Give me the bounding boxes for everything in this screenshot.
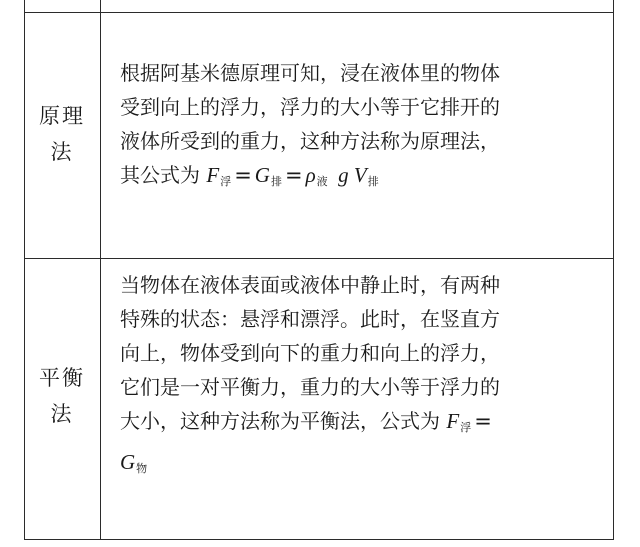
- balance-formula-part1: [446, 409, 494, 433]
- term-balance-method: [24, 360, 100, 432]
- top-row-border: [24, 12, 614, 13]
- subscript-buoyant: 浮: [220, 175, 232, 188]
- subscript-object: 物: [136, 462, 148, 475]
- desc-line: 受到向上的浮力，浮力的大小等于它排开的: [120, 95, 500, 119]
- term-line: 原理: [39, 104, 85, 128]
- term-line: 法: [50, 140, 74, 164]
- symbol-g: G: [120, 450, 136, 474]
- symbol-g: G: [254, 163, 270, 187]
- column-divider: [100, 0, 101, 540]
- table-bottom-border: [24, 539, 614, 540]
- subscript-displaced: 排: [367, 175, 379, 188]
- desc-principle-method: [120, 56, 600, 199]
- desc-line-formula: [120, 158, 600, 199]
- desc-line: 根据阿基米德原理可知，浸在液体里的物体: [120, 61, 500, 85]
- equals-sign: =: [474, 409, 492, 433]
- symbol-f: F: [206, 163, 220, 187]
- buoyancy-formula: [206, 163, 378, 187]
- desc-line-formula-end: [120, 445, 600, 486]
- desc-line: 向上，物体受到向下的重力和向上的浮力，: [120, 341, 500, 365]
- desc-line: 它们是一对平衡力，重力的大小等于浮力的: [120, 375, 500, 399]
- term-line: 平衡: [39, 366, 85, 390]
- term-principle-method: [24, 98, 100, 170]
- last-line-prefix: 大小，这种方法称为平衡法，公式为: [120, 409, 440, 433]
- desc-line: 特殊的状态：悬浮和漂浮。此时，在竖直方: [120, 307, 500, 331]
- table-right-border: [613, 0, 614, 540]
- table-left-border: [24, 0, 25, 540]
- subscript-buoyant: 浮: [460, 421, 472, 434]
- desc-line: 当物体在液体表面或液体中静止时，有两种: [120, 273, 500, 297]
- equals-sign: =: [284, 163, 303, 187]
- desc-line: 液体所受到的重力，这种方法称为原理法，: [120, 129, 500, 153]
- balance-formula-part2: [120, 450, 147, 474]
- term-line: 法: [50, 402, 74, 426]
- method-table: [24, 0, 614, 540]
- symbol-rho: ρ: [305, 163, 316, 187]
- equals-sign: =: [234, 163, 252, 187]
- desc-balance-method: [120, 268, 600, 486]
- subscript-displaced: 排: [270, 175, 282, 188]
- symbol-gravity: g: [338, 163, 349, 187]
- row-divider: [24, 258, 614, 259]
- symbol-f: F: [446, 409, 460, 433]
- symbol-v: V: [353, 163, 367, 187]
- subscript-liquid: 液: [316, 175, 328, 188]
- desc-line-formula: [120, 404, 600, 445]
- formula-prefix: 其公式为: [120, 163, 200, 187]
